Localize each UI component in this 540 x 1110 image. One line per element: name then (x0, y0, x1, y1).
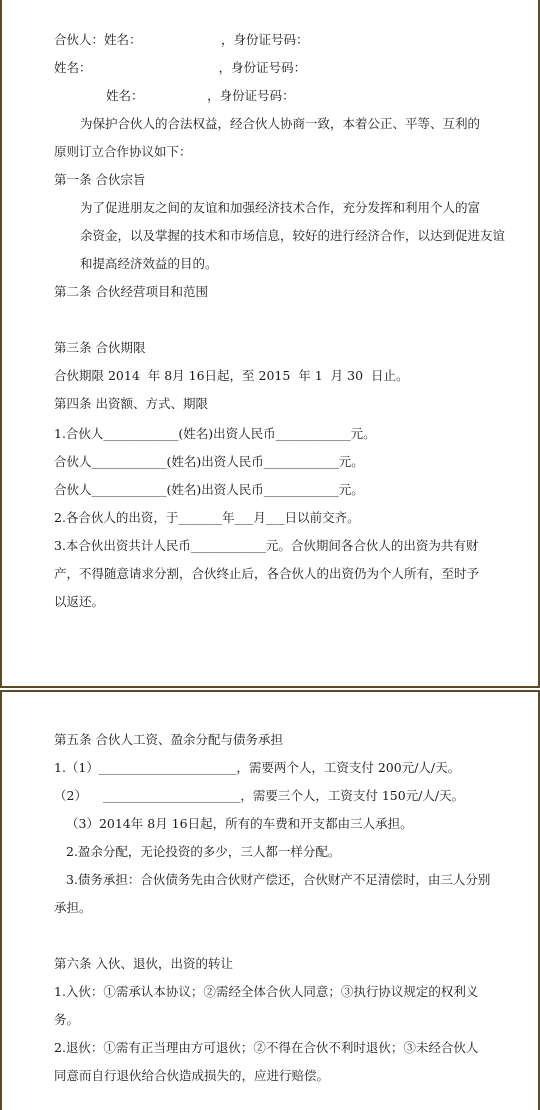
partner-line-1: 合伙人：姓名： ，身份证号码： (54, 32, 309, 47)
article-1-line-3: 和提高经济效益的目的。 (80, 256, 218, 271)
article-4-item-4: 2.各合伙人的出资，于_______年___月___日以前交齐。 (54, 510, 360, 525)
article-4-title: 第四条 出资额、方式、期限 (54, 396, 208, 411)
article-4-item-5-line-3: 以返还。 (54, 594, 105, 609)
article-2-title: 第二条 合伙经营项目和范围 (54, 284, 208, 299)
article-5-item-3-line-1: 3.债务承担：合伙债务先由合伙财产偿还，合伙财产不足清偿时，由三人分别 (66, 872, 491, 887)
partner-line-3: 姓名： ，身份证号码： (106, 88, 295, 103)
intro-paragraph-line-1: 为保护合伙人的合法权益，经合伙人协商一致，本着公正、平等、互利的 (80, 116, 481, 131)
article-4-item-1: 1.合伙人____________(姓名)出资人民币____________元。 (54, 426, 376, 441)
article-6-item-1-line-1: 1.入伙：①需承认本协议；②需经全体合伙人同意；③执行协议规定的权利义 (54, 984, 479, 999)
article-6-item-2-line-1: 2.退伙：①需有正当理由方可退伙；②不得在合伙不利时退伙；③未经合伙人 (54, 1040, 479, 1055)
article-4-item-5-line-1: 3.本合伙出资共计人民币____________元。合伙期间各合伙人的出资为共有财 (54, 538, 479, 553)
article-6-item-2-line-2: 同意而自行退伙给合伙造成损失的，应进行赔偿。 (54, 1068, 330, 1083)
article-5-item-1-1: 1.（1）______________________，需要两个人，工资支付 200元/人/天。 (54, 760, 461, 775)
article-3-title: 第三条 合伙期限 (54, 340, 146, 355)
article-6-title: 第六条 入伙、退伙，出资的转让 (54, 956, 233, 971)
article-1-line-1: 为了促进朋友之间的友谊和加强经济技术合作，充分发挥和利用个人的富 (80, 200, 481, 215)
article-4-item-3: 合伙人____________(姓名)出资人民币____________元。 (54, 482, 364, 497)
article-5-title: 第五条 合伙人工资、盈余分配与债务承担 (54, 732, 283, 747)
intro-paragraph-line-2: 原则订立合作协议如下： (54, 144, 192, 159)
article-5-item-3-line-2: 承担。 (54, 900, 92, 915)
article-5-item-2: 2.盈余分配，无论投资的多少，三人都一样分配。 (66, 844, 341, 859)
partner-line-2: 姓名： ，身份证号码： (54, 60, 307, 75)
article-6-item-1-line-2: 务。 (54, 1012, 80, 1027)
article-1-title: 第一条 合伙宗旨 (54, 172, 146, 187)
article-4-item-2: 合伙人____________(姓名)出资人民币____________元。 (54, 454, 364, 469)
article-5-item-1-3: （3）2014年 8月 16日起，所有的车费和开支都由三人承担。 (66, 816, 413, 831)
article-4-item-5-line-2: 产，不得随意请求分割，合伙终止后，各合伙人的出资仍为个人所有，至时予 (54, 566, 480, 581)
document-page-2 (0, 690, 540, 1110)
article-3-term: 合伙期限 2014 年 8月 16日起，至 2015 年 1 月 30 日止。 (54, 368, 409, 383)
article-1-line-2: 余资金，以及掌握的技术和市场信息，较好的进行经济合作，以达到促进友谊 (80, 228, 506, 243)
article-5-item-1-2: （2） ______________________，需要三个人，工资支付 150元/人/天。 (54, 788, 465, 803)
